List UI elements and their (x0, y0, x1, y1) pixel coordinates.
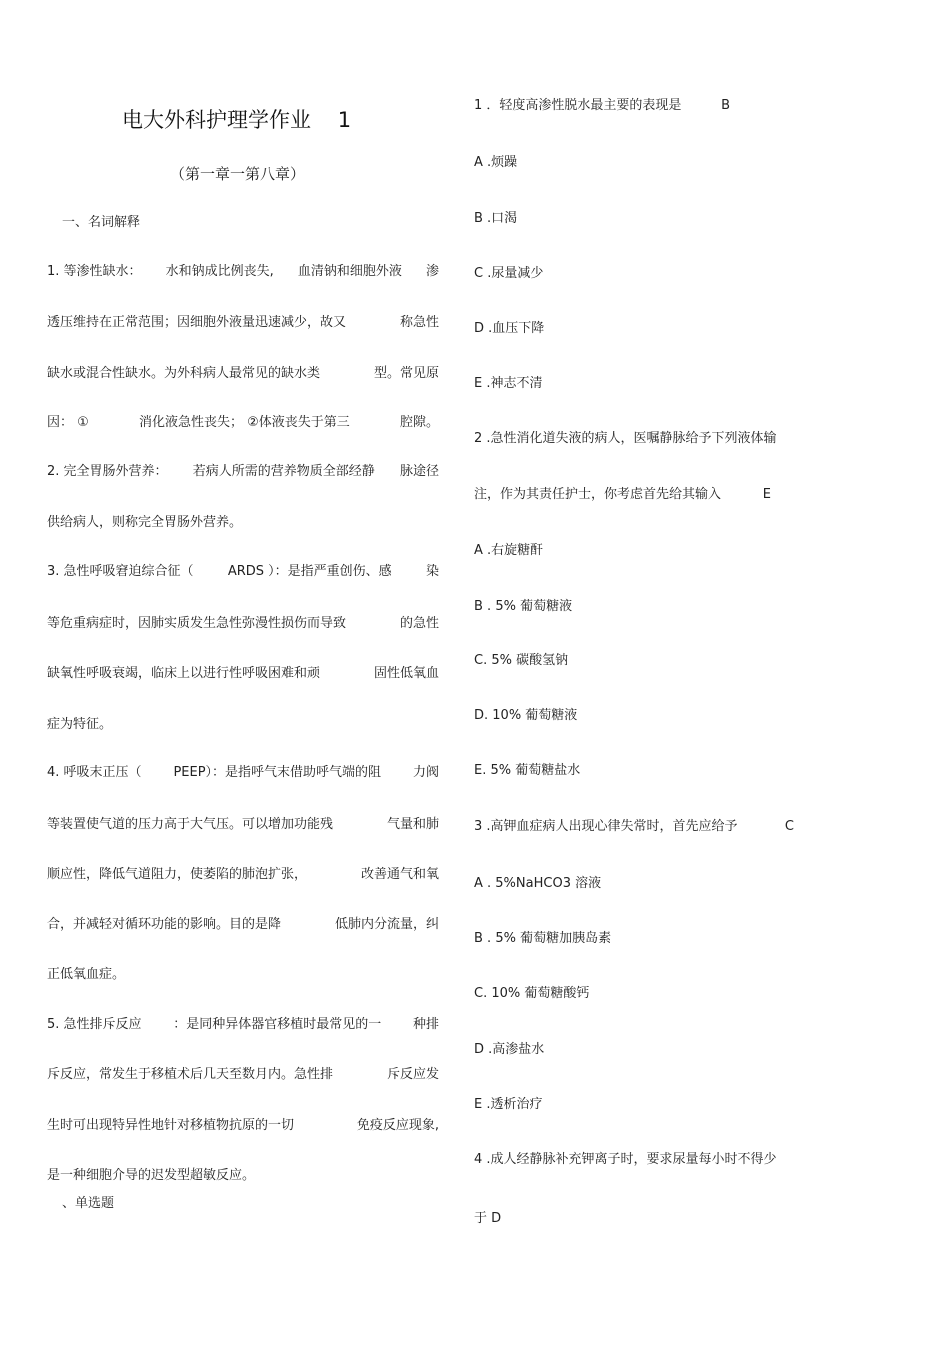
line-segment: 生时可出现特异性地针对移植物抗原的一切 (47, 1118, 295, 1133)
line-segment: 缺氧性呼吸衰竭，临床上以进行性呼吸困难和顽 (47, 666, 321, 681)
line-segment: 正低氧血症。 (47, 967, 126, 982)
line-segment: 供给病人，则称完全胃肠外营养。 (47, 515, 243, 530)
line-segment: 种排 (412, 1017, 439, 1032)
line-segment: 力阀 (412, 765, 439, 780)
definition-line (47, 1167, 439, 1185)
definition-line (47, 615, 439, 633)
definition-line (47, 764, 439, 782)
question-2-option-b: B . 5% 葡萄糖液 (474, 599, 573, 614)
line-segment: 斥反应，常发生于移植术后几天至数月内。急性排 (47, 1067, 334, 1082)
line-segment: 气量和肺 (386, 817, 439, 832)
definition-line (47, 665, 439, 683)
question-2-stem-line2 (474, 486, 771, 504)
section-heading-single-choice: 、单选题 (62, 1196, 115, 1211)
question-1-option-b: B .口渴 (474, 211, 518, 226)
line-segment: 缺水或混合性缺水。为外科病人最常见的缺水类 (47, 366, 321, 381)
line-segment: 斥反应发 (386, 1067, 439, 1082)
line-segment: 等危重病症时，因肺实质发生急性弥漫性损伤而导致 (47, 616, 347, 631)
definition-line (47, 365, 439, 383)
line-segment: 称急性 (399, 315, 439, 330)
page-subtitle: （第一章一第八章） (170, 165, 306, 183)
question-2-option-c: C. 5% 碳酸氢钠 (474, 653, 569, 668)
line-segment: 5. 急性排斥反应 (47, 1017, 142, 1032)
definition-line (47, 816, 439, 834)
line-segment: 染 (425, 564, 439, 579)
line-segment: 改善通气和氧 (360, 867, 439, 882)
definition-line (47, 414, 439, 432)
question-3-option-b: B . 5% 葡萄糖加胰岛素 (474, 931, 612, 946)
definition-line (47, 1117, 439, 1135)
line-segment: 顺应性，降低气道阻力，使萎陷的肺泡扩张， (47, 867, 308, 882)
title-number: 1 (337, 108, 352, 132)
question-2-option-a: A .右旋糖酐 (474, 543, 544, 558)
definition-line (47, 463, 439, 481)
question-1-option-c: C .尿量减少 (474, 266, 544, 281)
line-segment: 合，并减轻对循环功能的影响。目的是降 (47, 917, 282, 932)
question-text: 3 .高钾血症病人出现心律失常时，首先应给予 (474, 819, 738, 834)
definition-line (47, 1016, 439, 1034)
question-text: 1 ．轻度高渗性脱水最主要的表现是 (474, 98, 682, 113)
line-segment: 渗 (425, 264, 439, 279)
definition-line (47, 916, 439, 934)
line-segment: 等装置使气道的压力高于大气压。可以增加功能残 (47, 817, 334, 832)
question-1-option-a: A .烦躁 (474, 155, 518, 170)
line-segment: 固性低氧血 (373, 666, 439, 681)
question-4-stem-line1: 4 .成人经静脉补充钾离子时，要求尿量每小时不得少 (474, 1152, 777, 1167)
line-segment: 2. 完全胃肠外营养： (47, 464, 168, 479)
page-title (122, 106, 351, 134)
question-3-option-e: E .透析治疗 (474, 1097, 543, 1112)
question-4-stem-line2: 于 D (474, 1211, 502, 1226)
line-segment: 脉途径 (399, 464, 439, 479)
section-heading-definitions: 一、名词解释 (62, 215, 141, 230)
line-segment: 症为特征。 (47, 717, 113, 732)
line-segment: ：是同种异体器官移植时最常见的一 (173, 1017, 382, 1032)
question-answer: C (784, 819, 794, 834)
line-segment: ARDS ）：是指严重创伤、感 (227, 564, 392, 579)
definition-line (47, 563, 439, 581)
line-segment: 1. 等渗性缺水： (47, 264, 142, 279)
line-segment: 消化液急性丧失； ②体液丧失于第三 (138, 415, 350, 430)
question-3-option-d: D .高渗盐水 (474, 1042, 545, 1057)
definition-line (47, 514, 439, 532)
line-segment: 3. 急性呼吸窘迫综合征（ (47, 564, 194, 579)
line-segment: 4. 呼吸末正压（ (47, 765, 142, 780)
question-1-option-e: E .神志不清 (474, 376, 543, 391)
question-answer: B (721, 98, 730, 113)
line-segment: 型。常见原 (373, 366, 439, 381)
line-segment: 血清钠和细胞外液 (297, 264, 402, 279)
line-segment: 若病人所需的营养物质全部经静 (192, 464, 375, 479)
definition-line (47, 263, 439, 281)
line-segment: 的急性 (399, 616, 439, 631)
question-3-stem (474, 818, 794, 836)
question-1-stem (474, 97, 730, 115)
definition-line (47, 1066, 439, 1084)
definition-line (47, 716, 439, 734)
line-segment: 腔隙。 (399, 415, 439, 430)
question-text: 注，作为其责任护士，你考虑首先给其输入 (474, 487, 722, 502)
question-3-option-a: A . 5%NaHCO3 溶液 (474, 876, 602, 891)
question-1-option-d: D .血压下降 (474, 321, 545, 336)
line-segment: 是一种细胞介导的迟发型超敏反应。 (47, 1168, 256, 1183)
line-segment: 水和钠成比例丧失, (165, 264, 274, 279)
line-segment: PEEP）：是指呼气末借助呼气端的阻 (173, 765, 382, 780)
definition-line (47, 866, 439, 884)
definition-line (47, 966, 439, 984)
line-segment: 免疫反应现象, (356, 1118, 439, 1133)
question-2-stem-line1: 2 .急性消化道失液的病人，医嘱静脉给予下列液体输 (474, 431, 777, 446)
question-2-option-e: E. 5% 葡萄糖盐水 (474, 763, 581, 778)
definition-line (47, 314, 439, 332)
question-3-option-c: C. 10% 葡萄糖酸钙 (474, 986, 590, 1001)
question-answer: E (762, 487, 771, 502)
line-segment: 因： ① (47, 415, 89, 430)
line-segment: 低肺内分流量，纠 (334, 917, 439, 932)
question-2-option-d: D. 10% 葡萄糖液 (474, 708, 578, 723)
title-text: 电大外科护理学作业 (122, 108, 311, 132)
line-segment: 透压维持在正常范围；因细胞外液量迅速减少，故又 (47, 315, 347, 330)
